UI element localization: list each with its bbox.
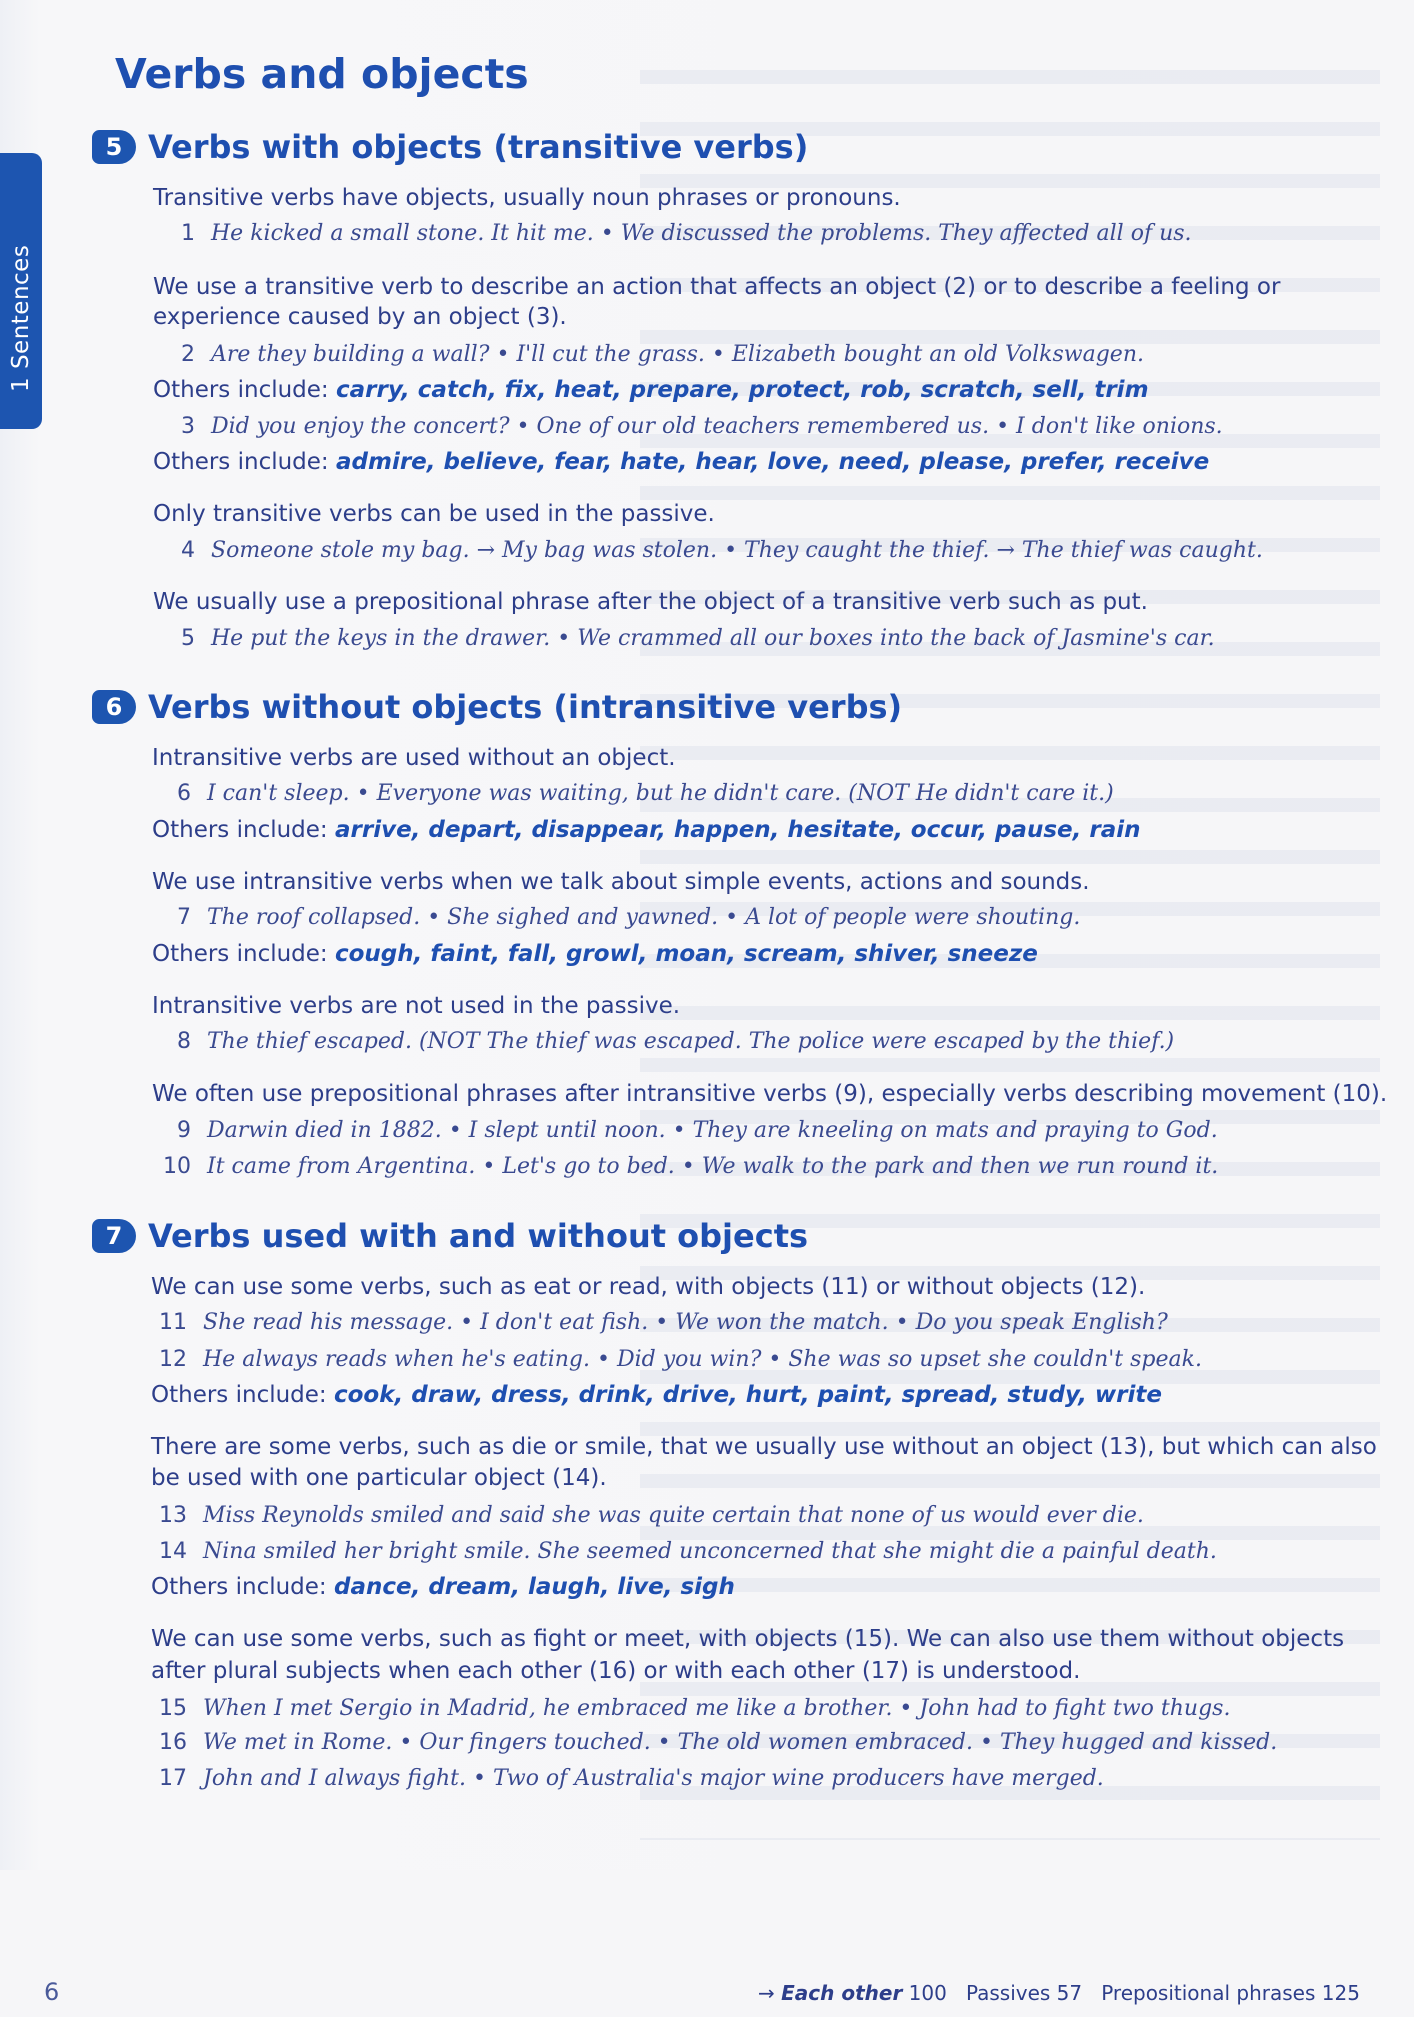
others-verb-list: admire, believe, fear, hate, hear, love, need, please, prefer, receive <box>336 449 1210 475</box>
others-label: Others include: <box>152 941 328 967</box>
others-include-line <box>152 817 1140 843</box>
example-number: 3 <box>181 414 195 439</box>
example-line <box>153 1696 1230 1721</box>
rule-text: We often use prepositional phrases after intransitive verbs (9), especially verbs describing movement (10). <box>152 1081 1388 1107</box>
rule-text: Intransitive verbs are not used in the passive. <box>152 993 681 1019</box>
example-line <box>161 221 1192 246</box>
example-number: 7 <box>177 905 191 930</box>
example-line <box>153 1310 1168 1335</box>
example-line <box>157 1154 1218 1179</box>
rule-text: Only transitive verbs can be used in the passive. <box>153 501 715 527</box>
example-text: Miss Reynolds smiled and said she was quite certain that none of us would ever die. <box>203 1503 1144 1528</box>
page-number: 6 <box>44 1978 60 2006</box>
example-text: I can't sleep. • Everyone was waiting, but he didn't care. (NOT He didn't care it.) <box>207 781 1114 806</box>
others-verb-list: cook, draw, dress, drink, drive, hurt, paint, spread, study, write <box>334 1382 1162 1408</box>
rule-text: Transitive verbs have objects, usually noun phrases or pronouns. <box>153 185 901 211</box>
others-include-line <box>153 377 1149 403</box>
example-text: When I met Sergio in Madrid, he embraced me like a brother. • John had to fight two thugs. <box>203 1696 1231 1721</box>
example-number: 8 <box>177 1029 191 1054</box>
example-number: 14 <box>159 1539 187 1564</box>
section-title: Verbs with objects (transitive verbs) <box>148 128 809 166</box>
example-number: 5 <box>181 626 195 651</box>
rule-text: be used with one particular object (14). <box>151 1465 607 1491</box>
chapter-side-tab-label: 1 Sentences <box>8 244 34 392</box>
example-number: 16 <box>159 1730 187 1755</box>
others-verb-list: dance, dream, laugh, live, sigh <box>334 1574 735 1600</box>
example-text: It came from Argentina. • Let's go to bed. • We walk to the park and then we run round it. <box>207 1154 1219 1179</box>
others-include-line <box>152 941 1038 967</box>
example-text: The thief escaped. (NOT The thief was escaped. The police were escaped by the thief.) <box>207 1029 1175 1054</box>
example-text: John and I always fight. • Two of Australia's major wine producers have merged. <box>203 1766 1104 1791</box>
example-number: 17 <box>159 1766 187 1791</box>
example-number: 13 <box>159 1503 187 1528</box>
example-text: He kicked a small stone. It hit me. • We discussed the problems. They affected all of us. <box>211 221 1192 246</box>
example-text: She read his message. • I don't eat fish. • We won the match. • Do you speak English? <box>203 1310 1168 1335</box>
arrow-icon: → <box>758 1981 775 2005</box>
example-line <box>161 342 1144 367</box>
section-5-heading <box>92 128 808 166</box>
example-text: The roof collapsed. • She sighed and yawned. • A lot of people were shouting. <box>207 905 1081 930</box>
others-verb-list: arrive, depart, disappear, happen, hesitate, occur, pause, rain <box>335 817 1141 843</box>
example-number: 10 <box>163 1154 191 1179</box>
example-text: We met in Rome. • Our fingers touched. • The old women embraced. • They hugged and kissed. <box>203 1730 1278 1755</box>
cross-ref-each-other[interactable]: Each other <box>781 1981 903 2005</box>
rule-text: We can use some verbs, such as fight or meet, with objects (15). We can also use them without objects <box>151 1626 1345 1652</box>
example-text: He put the keys in the drawer. • We crammed all our boxes into the back of Jasmine's car. <box>211 626 1215 651</box>
rule-text: experience caused by an object (3). <box>153 304 567 330</box>
cross-ref-prepositional-phrases[interactable]: Prepositional phrases 125 <box>1101 1981 1360 2005</box>
rule-text: We usually use a prepositional phrase after the object of a transitive verb such as put. <box>153 589 1148 615</box>
section-title: Verbs without objects (intransitive verbs) <box>148 688 903 726</box>
example-line <box>157 1118 1218 1143</box>
section-number-badge: 5 <box>92 130 136 164</box>
others-include-line <box>153 449 1209 475</box>
rule-text: We use a transitive verb to describe an action that affects an object (2) or to describe a feeling or <box>153 274 1281 300</box>
section-7-heading <box>92 1217 808 1255</box>
page-title: Verbs and objects <box>115 50 529 98</box>
section-number-badge: 7 <box>92 1219 136 1253</box>
rule-text: We can use some verbs, such as eat or read, with objects (11) or without objects (12). <box>151 1274 1146 1300</box>
example-text: Are they building a wall? • I'll cut the grass. • Elizabeth bought an old Volkswagen. <box>211 342 1144 367</box>
example-number: 12 <box>159 1347 187 1372</box>
example-number: 2 <box>181 342 195 367</box>
example-number: 15 <box>159 1696 187 1721</box>
example-text: Nina smiled her bright smile. She seemed unconcerned that she might die a painful death. <box>203 1539 1217 1564</box>
others-label: Others include: <box>153 377 329 403</box>
others-label: Others include: <box>151 1382 327 1408</box>
example-line <box>161 414 1223 439</box>
example-number: 11 <box>159 1310 187 1335</box>
example-line <box>157 1029 1174 1054</box>
section-6-heading <box>92 688 902 726</box>
example-number: 9 <box>177 1118 191 1143</box>
example-number: 6 <box>177 781 191 806</box>
cross-references <box>758 1981 1360 2005</box>
example-line <box>161 626 1215 651</box>
example-line <box>157 905 1080 930</box>
section-number-badge: 6 <box>92 690 136 724</box>
others-verb-list: cough, faint, fall, growl, moan, scream, shiver, sneeze <box>335 941 1038 967</box>
rule-text: There are some verbs, such as die or smile, that we usually use without an object (13), but which can also <box>151 1434 1377 1460</box>
rule-text: Intransitive verbs are used without an object. <box>152 745 676 771</box>
example-number: 4 <box>181 538 195 563</box>
rule-text: after plural subjects when each other (16) or with each other (17) is understood. <box>151 1658 1081 1684</box>
example-line <box>161 538 1263 563</box>
others-verb-list: carry, catch, fix, heat, prepare, protect, rob, scratch, sell, trim <box>336 377 1149 403</box>
example-line <box>157 781 1114 806</box>
example-line <box>153 1347 1202 1372</box>
example-text: Darwin died in 1882. • I slept until noon. • They are kneeling on mats and praying to God. <box>207 1118 1218 1143</box>
example-text: Did you enjoy the concert? • One of our old teachers remembered us. • I don't like onions. <box>211 414 1223 439</box>
example-line <box>153 1503 1144 1528</box>
example-text: He always reads when he's eating. • Did you win? • She was so upset she couldn't speak. <box>203 1347 1202 1372</box>
others-label: Others include: <box>152 817 328 843</box>
example-line <box>153 1539 1217 1564</box>
others-label: Others include: <box>151 1574 327 1600</box>
example-line <box>153 1730 1277 1755</box>
example-line <box>153 1766 1104 1791</box>
example-text: Someone stole my bag. → My bag was stolen. • They caught the thief. → The thief was caught. <box>211 538 1263 563</box>
rule-text: We use intransitive verbs when we talk about simple events, actions and sounds. <box>152 869 1090 895</box>
others-include-line <box>151 1574 735 1600</box>
section-title: Verbs used with and without objects <box>148 1217 809 1255</box>
cross-ref-passives[interactable]: Passives 57 <box>965 1981 1083 2005</box>
example-number: 1 <box>181 221 195 246</box>
others-include-line <box>151 1382 1162 1408</box>
others-label: Others include: <box>153 449 329 475</box>
cross-ref-each-other-page: 100 <box>908 1981 947 2005</box>
